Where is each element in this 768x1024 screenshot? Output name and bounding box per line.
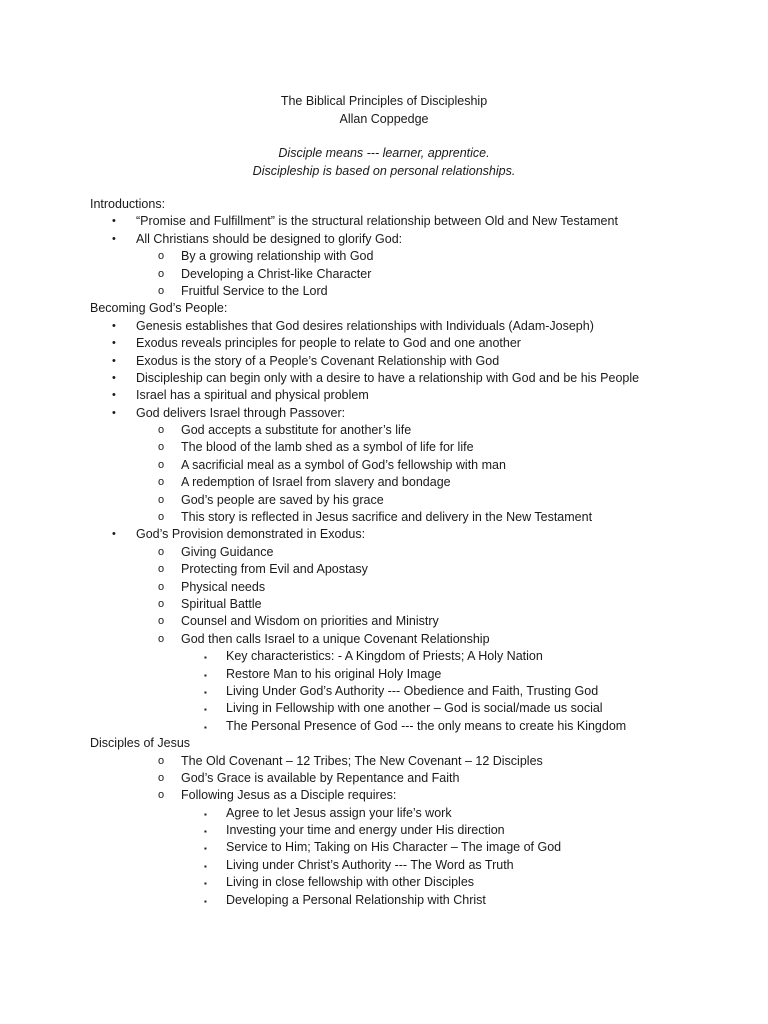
square-marker-icon: ▪ [204, 809, 207, 819]
list-item [90, 857, 750, 874]
square-marker-icon: ▪ [204, 844, 207, 854]
list-item [90, 718, 750, 735]
bullet-marker-icon: • [112, 528, 116, 541]
list-item-text: Service to Him; Taking on His Character – The image of God [226, 840, 562, 855]
list-item [90, 561, 750, 578]
circle-marker-icon: o [158, 580, 165, 593]
list-item [90, 405, 750, 422]
list-item [90, 387, 750, 404]
list-item [90, 544, 750, 561]
list-item-text: Agree to let Jesus assign your life’s work [226, 805, 452, 820]
list-item [90, 231, 750, 248]
list-item [90, 892, 750, 909]
list-item-text: “Promise and Fulfillment” is the structural relationship between Old and New Testament [136, 214, 618, 229]
list-item-text: Fruitful Service to the Lord [181, 283, 328, 298]
list-item [90, 613, 750, 630]
square-marker-icon: ▪ [204, 687, 207, 697]
bullet-marker-icon: • [112, 337, 116, 350]
list-item-text: Developing a Christ-like Character [181, 266, 372, 281]
list-item [90, 579, 750, 596]
list-item-text: Living Under God’s Authority --- Obedience and Faith, Trusting God [226, 683, 599, 698]
bullet-marker-icon: • [112, 371, 116, 384]
list-item [90, 353, 750, 370]
bullet-marker-icon: • [112, 215, 116, 228]
list-item [90, 492, 750, 509]
square-marker-icon: ▪ [204, 896, 207, 906]
circle-marker-icon: o [158, 771, 165, 784]
square-marker-icon: ▪ [204, 879, 207, 889]
list-item-text: Counsel and Wisdom on priorities and Ministry [181, 614, 439, 629]
list-item-text: God’s Provision demonstrated in Exodus: [136, 527, 366, 542]
square-marker-icon: ▪ [204, 670, 207, 680]
list-item-text: Protecting from Evil and Apostasy [181, 562, 368, 577]
list-item [90, 526, 750, 543]
list-item-text: God’s Grace is available by Repentance and Faith [181, 770, 460, 785]
list-item [90, 439, 750, 456]
list-item-text: Physical needs [181, 579, 266, 594]
circle-marker-icon: o [158, 424, 165, 437]
circle-marker-icon: o [158, 284, 165, 297]
circle-marker-icon: o [158, 476, 165, 489]
circle-marker-icon: o [158, 441, 165, 454]
square-marker-icon: ▪ [204, 861, 207, 871]
circle-marker-icon: o [158, 563, 165, 576]
section-heading [90, 300, 750, 317]
list-item-text: Following Jesus as a Disciple requires: [181, 788, 397, 803]
circle-marker-icon: o [158, 458, 165, 471]
list-item [90, 596, 750, 613]
list-item-text: God accepts a substitute for another’s life [181, 423, 412, 438]
list-item [90, 266, 750, 283]
circle-marker-icon: o [158, 754, 165, 767]
list-item [90, 770, 750, 787]
list-item-text: Investing your time and energy under His direction [226, 823, 505, 838]
list-item-text: Restore Man to his original Holy Image [226, 666, 442, 681]
document-header [0, 93, 768, 128]
list-item [90, 822, 750, 839]
list-item [90, 248, 750, 265]
list-item-text: By a growing relationship with God [181, 249, 374, 264]
list-item [90, 874, 750, 891]
document-title: The Biblical Principles of Discipleship [280, 94, 488, 108]
square-marker-icon: ▪ [204, 827, 207, 837]
list-item-text: Discipleship can begin only with a desire to have a relationship with God and be his People [136, 370, 640, 385]
square-marker-icon: ▪ [204, 722, 207, 732]
section-heading [90, 735, 750, 752]
list-item-text: Living in Fellowship with one another – God is social/made us social [226, 701, 603, 716]
list-item-text: God delivers Israel through Passover: [136, 405, 346, 420]
square-marker-icon: ▪ [204, 653, 207, 663]
list-item [90, 753, 750, 770]
outline-list [90, 196, 750, 909]
circle-marker-icon: o [158, 615, 165, 628]
list-item-text: Living under Christ’s Authority --- The Word as Truth [226, 857, 514, 872]
bullet-marker-icon: • [112, 389, 116, 402]
list-item [90, 787, 750, 804]
section-heading-text: Introductions: [90, 197, 166, 211]
list-item-text: Exodus is the story of a People’s Covenant Relationship with God [136, 353, 500, 368]
list-item [90, 839, 750, 856]
list-item-text: The blood of the lamb shed as a symbol of life for life [181, 440, 474, 455]
definition-line: Disciple means --- learner, apprentice. [278, 146, 490, 160]
list-item [90, 683, 750, 700]
list-item-text: A sacrificial meal as a symbol of God’s fellowship with man [181, 457, 506, 472]
list-item [90, 370, 750, 387]
list-item-text: Israel has a spiritual and physical problem [136, 388, 369, 403]
list-item-text: This story is reflected in Jesus sacrifice and delivery in the New Testament [181, 510, 593, 525]
list-item [90, 213, 750, 230]
bullet-marker-icon: • [112, 232, 116, 245]
list-item [90, 509, 750, 526]
list-item-text: God then calls Israel to a unique Covenant Relationship [181, 631, 490, 646]
square-marker-icon: ▪ [204, 705, 207, 715]
list-item-text: Living in close fellowship with other Disciples [226, 875, 475, 890]
list-item [90, 335, 750, 352]
circle-marker-icon: o [158, 597, 165, 610]
list-item-text: Spiritual Battle [181, 596, 262, 611]
list-item [90, 422, 750, 439]
list-item-text: A redemption of Israel from slavery and bondage [181, 475, 451, 490]
list-item-text: Exodus reveals principles for people to relate to God and one another [136, 336, 521, 351]
circle-marker-icon: o [158, 493, 165, 506]
list-item-text: God’s people are saved by his grace [181, 492, 384, 507]
list-item [90, 631, 750, 648]
list-item [90, 648, 750, 665]
section-heading-text: Disciples of Jesus [90, 736, 191, 751]
definitions [0, 145, 768, 180]
circle-marker-icon: o [158, 632, 165, 645]
list-item [90, 474, 750, 491]
list-item [90, 283, 750, 300]
list-item-text: Genesis establishes that God desires relationships with Individuals (Adam-Joseph) [136, 318, 594, 333]
section-heading-text: Becoming God’s People: [90, 301, 228, 316]
circle-marker-icon: o [158, 789, 165, 802]
list-item-text: All Christians should be designed to glorify God: [136, 231, 403, 246]
bullet-marker-icon: • [112, 406, 116, 419]
circle-marker-icon: o [158, 545, 165, 558]
list-item-text: The Old Covenant – 12 Tribes; The New Covenant – 12 Disciples [181, 753, 543, 768]
list-item [90, 457, 750, 474]
bullet-marker-icon: • [112, 319, 116, 332]
list-item [90, 700, 750, 717]
list-item [90, 318, 750, 335]
list-item-text: Developing a Personal Relationship with Christ [226, 892, 486, 907]
definition-line: Discipleship is based on personal relationships. [252, 163, 516, 178]
circle-marker-icon: o [158, 267, 165, 280]
list-item-text: Key characteristics: - A Kingdom of Priests; A Holy Nation [226, 649, 543, 664]
list-item-text: The Personal Presence of God --- the only means to create his Kingdom [226, 718, 627, 733]
document-author: Allan Coppedge [339, 111, 429, 126]
circle-marker-icon: o [158, 511, 165, 524]
list-item [90, 666, 750, 683]
list-item-text: Giving Guidance [181, 544, 274, 559]
circle-marker-icon: o [158, 250, 165, 263]
bullet-marker-icon: • [112, 354, 116, 367]
list-item [90, 805, 750, 822]
section-heading [90, 196, 750, 213]
